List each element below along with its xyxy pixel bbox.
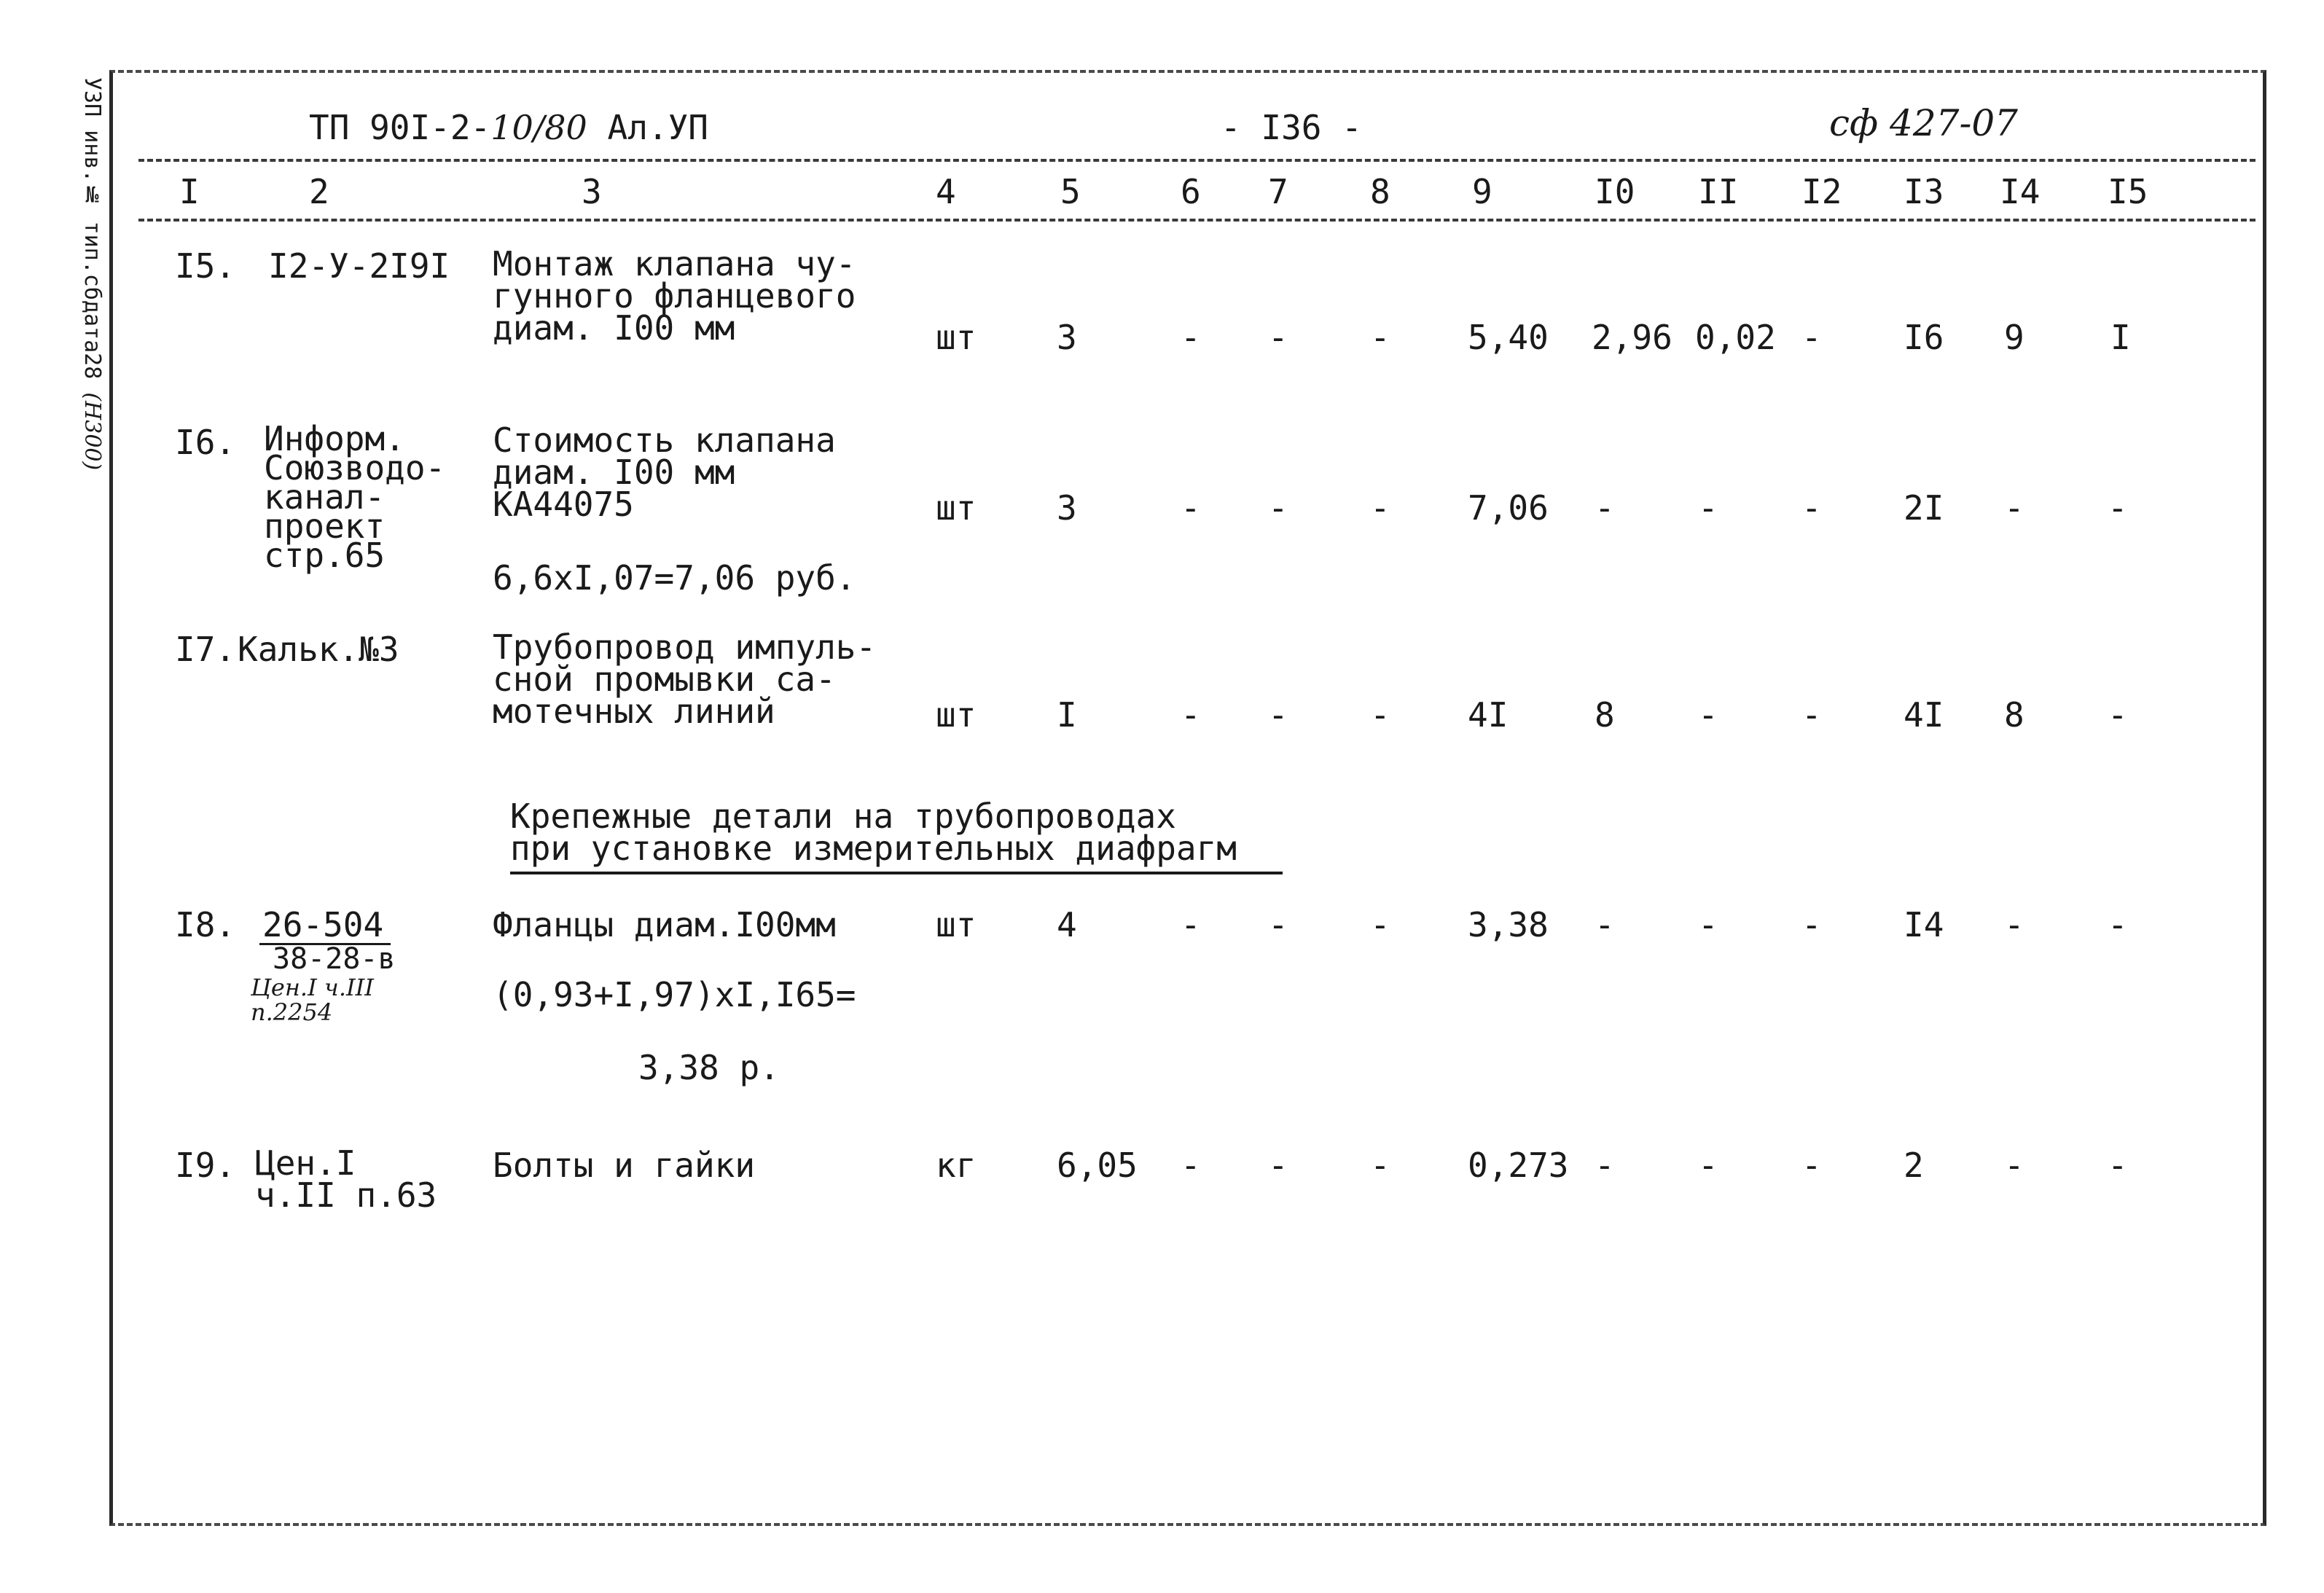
col-header-6: 6 (1181, 172, 1201, 211)
row-reference: Информ. Союзводо- канал- проект стр.65 (264, 419, 446, 575)
section-heading-underline (510, 872, 1283, 874)
col-header-12: I2 (1801, 172, 1842, 211)
row-col12: - (1801, 905, 1822, 944)
row-col9: 0,273 (1468, 1146, 1569, 1185)
row-col6: - (1181, 318, 1201, 357)
col-header-15: I5 (2108, 172, 2148, 211)
col-header-13: I3 (1904, 172, 1944, 211)
row-col14: - (2004, 488, 2024, 528)
row-col10: - (1595, 905, 1615, 944)
row-unit: шт (936, 905, 977, 944)
row-col8: - (1370, 318, 1390, 357)
row-number: I8. (175, 905, 236, 944)
col-header-7: 7 (1268, 172, 1288, 211)
row-col15: - (2108, 1146, 2128, 1185)
row-col13: I6 (1904, 318, 1944, 357)
row-col9: 5,40 (1468, 318, 1549, 357)
row-reference: I2-У-2I9I (268, 246, 450, 286)
row-calculation-result: 3,38 р. (638, 1048, 780, 1087)
row-quantity: I (1057, 695, 1077, 735)
col-header-5: 5 (1060, 172, 1081, 211)
row-number: I7. (175, 630, 236, 669)
row-number: I6. (175, 423, 236, 462)
row-col15: I (2110, 318, 2131, 357)
row-description: Трубопровод импуль- сной промывки са- мотечных линий (493, 627, 877, 731)
row-col9: 3,38 (1468, 905, 1549, 944)
row-col14: - (2004, 1146, 2024, 1185)
row-col7: - (1268, 1146, 1288, 1185)
margin-stamp: УЗП (79, 77, 105, 117)
row-reference: Кальк.№3 (238, 630, 399, 669)
row-description: Фланцы диам.I00мм (493, 905, 836, 944)
row-col12: - (1801, 318, 1822, 357)
row-unit: шт (936, 318, 977, 357)
margin-note (63, 77, 106, 602)
row-col7: - (1268, 695, 1288, 735)
row-col8: - (1370, 905, 1390, 944)
row-reference-bottom: 38-28-в (273, 942, 396, 976)
row-col8: - (1370, 1146, 1390, 1185)
row-col6: - (1181, 695, 1201, 735)
row-unit: шт (936, 695, 977, 735)
row-col10: 2,96 (1592, 318, 1672, 357)
row-reference-top: 26-504 (262, 905, 384, 944)
header-separator (138, 159, 2255, 162)
row-number: I9. (175, 1146, 236, 1185)
row-col14: - (2004, 905, 2024, 944)
row-col13: 4I (1904, 695, 1944, 735)
col-header-4: 4 (936, 172, 956, 211)
col-header-14: I4 (2000, 172, 2041, 211)
row-number: I5. (175, 246, 236, 286)
row-calculation: (0,93+I,97)xI,I65= (493, 975, 856, 1014)
row-col10: - (1595, 1146, 1615, 1185)
row-col12: - (1801, 695, 1822, 735)
row-col10: 8 (1595, 695, 1615, 735)
row-description: Стоимость клапана диам. I00 мм КА44075 (493, 420, 836, 524)
document-frame (109, 70, 2266, 1526)
row-col11: 0,02 (1695, 318, 1776, 357)
row-col10: - (1595, 488, 1615, 528)
doc-code-hand: 10/80 (490, 108, 587, 147)
row-col9: 4I (1468, 695, 1509, 735)
row-reference: Цен.I ч.II п.63 (255, 1143, 437, 1215)
row-col8: - (1370, 695, 1390, 735)
document-code (309, 109, 708, 146)
col-header-1: I (179, 172, 200, 211)
row-col7: - (1268, 318, 1288, 357)
row-quantity: 4 (1057, 905, 1077, 944)
row-col14: 8 (2004, 695, 2024, 735)
row-col13: 2 (1904, 1146, 1924, 1185)
col-header-8: 8 (1370, 172, 1390, 211)
doc-code-suffix: Ал.УП (607, 108, 709, 147)
row-description: Монтаж клапана чу- гунного фланцевого диам. I00 мм (493, 244, 856, 348)
col-header-10: I0 (1595, 172, 1635, 211)
row-quantity: 6,05 (1057, 1146, 1138, 1185)
row-col11: - (1698, 1146, 1718, 1185)
row-col12: - (1801, 1146, 1822, 1185)
margin-hand: (Н300) (79, 392, 105, 471)
col-header-3: 3 (582, 172, 602, 211)
row-quantity: 3 (1057, 318, 1077, 357)
row-col13: I4 (1904, 905, 1944, 944)
row-col6: - (1181, 1146, 1201, 1185)
row-col14: 9 (2004, 318, 2024, 357)
row-col7: - (1268, 905, 1288, 944)
page-number: - I36 - (1221, 108, 1362, 147)
row-col11: - (1698, 695, 1718, 735)
row-col8: - (1370, 488, 1390, 528)
col-header-9: 9 (1472, 172, 1492, 211)
doc-code-prefix: ТП 90I-2- (309, 108, 491, 147)
section-heading: Крепежные детали на трубопроводах при установке измерительных диафрагм (510, 796, 1237, 868)
row-col11: - (1698, 905, 1718, 944)
row-reference-hand: Цен.I ч.III п.2254 (251, 974, 374, 1026)
col-header-2: 2 (309, 172, 329, 211)
row-col15: - (2108, 695, 2128, 735)
sheet-code: сф 427-07 (1829, 102, 2018, 144)
row-col7: - (1268, 488, 1288, 528)
row-col15: - (2108, 488, 2128, 528)
row-quantity: 3 (1057, 488, 1077, 528)
row-col9: 7,06 (1468, 488, 1549, 528)
row-col6: - (1181, 905, 1201, 944)
row-description: Болты и гайки (493, 1146, 756, 1185)
row-calculation: 6,6xI,07=7,06 руб. (493, 558, 856, 598)
row-unit: кг (936, 1146, 977, 1185)
column-header-separator (138, 219, 2255, 222)
row-col13: 2I (1904, 488, 1944, 528)
col-header-11: II (1698, 172, 1739, 211)
row-col6: - (1181, 488, 1201, 528)
row-col11: - (1698, 488, 1718, 528)
row-col12: - (1801, 488, 1822, 528)
margin-text: инв.№ тип.сбдата28 (79, 130, 105, 380)
row-col15: - (2108, 905, 2128, 944)
row-unit: шт (936, 488, 977, 528)
